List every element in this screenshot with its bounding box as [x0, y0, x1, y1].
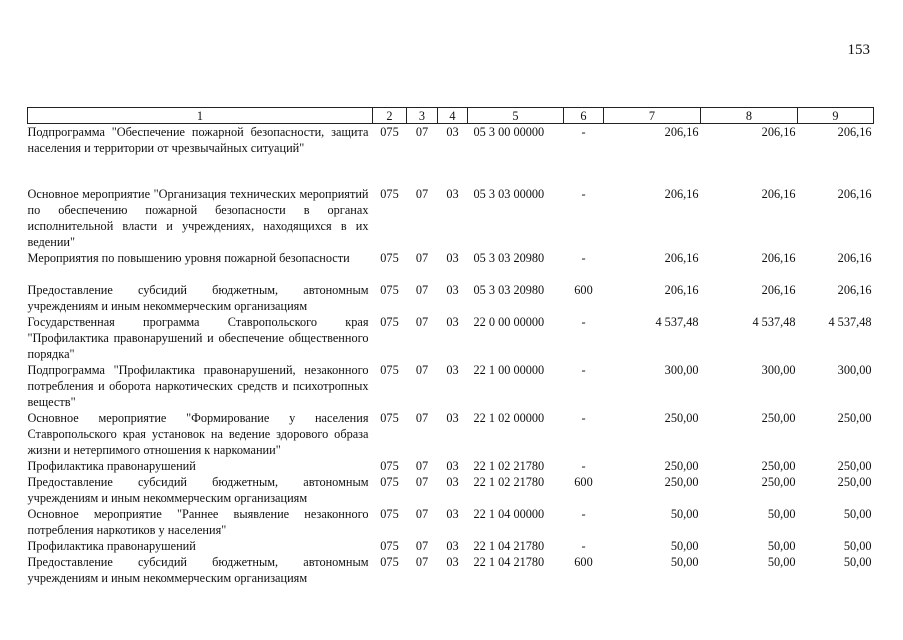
row-amount-year3: 250,00: [837, 459, 872, 473]
row-amount-year3: 50,00: [843, 507, 872, 521]
row-target-article-code: 22 1 02 21780: [473, 475, 545, 489]
row-section-code: 07: [415, 363, 429, 377]
row-amount-year1: 50,00: [670, 507, 699, 521]
row-target-article-code: 22 1 02 00000: [473, 411, 545, 425]
row-amount-year2: 4 537,48: [752, 315, 796, 329]
row-amount-year2: 206,16: [761, 125, 796, 139]
row-expense-type-code: 600: [574, 283, 593, 297]
row-grbs-code: 075: [380, 283, 399, 297]
row-amount-year2: 300,00: [761, 363, 796, 377]
row-section-code: 07: [415, 283, 429, 297]
row-amount-year2: 50,00: [767, 539, 796, 553]
row-subsection-code: 03: [446, 315, 459, 329]
table-body: [28, 124, 874, 587]
row-amount-year3: 50,00: [843, 539, 872, 553]
row-subsection-code: 03: [446, 475, 459, 489]
budget-table: [27, 107, 874, 586]
header-cell: 7: [604, 108, 701, 124]
row-amount-year1: 50,00: [670, 555, 699, 569]
table-row: [28, 410, 874, 458]
row-amount-year1: 206,16: [664, 251, 699, 265]
header-cell: 6: [564, 108, 604, 124]
row-subsection-code: 03: [446, 125, 459, 139]
row-section-code: 07: [415, 475, 429, 489]
row-section-code: 07: [415, 459, 429, 473]
row-name: Государственная программа Ставропольского края "Профилактика правонарушений и обеспечение общественного порядка": [27, 315, 369, 361]
table-row: [28, 124, 874, 187]
row-amount-year1: 250,00: [664, 459, 699, 473]
header-cell: 3: [407, 108, 438, 124]
row-target-article-code: 22 1 04 00000: [473, 507, 545, 521]
header-cell: 1: [28, 108, 373, 124]
row-section-code: 07: [415, 251, 429, 265]
row-subsection-code: 03: [446, 507, 459, 521]
row-section-code: 07: [415, 315, 429, 329]
row-expense-type-code: -: [581, 459, 586, 473]
row-amount-year2: 206,16: [761, 283, 796, 297]
row-name: Мероприятия по повышению уровня пожарной безопасности: [27, 251, 350, 265]
row-expense-type-code: 600: [574, 475, 593, 489]
row-subsection-code: 03: [446, 555, 459, 569]
row-section-code: 07: [415, 411, 429, 425]
row-subsection-code: 03: [446, 283, 459, 297]
row-grbs-code: 075: [380, 125, 399, 139]
table-row: [28, 186, 874, 250]
row-amount-year3: 206,16: [837, 251, 872, 265]
row-expense-type-code: -: [581, 315, 586, 329]
row-expense-type-code: -: [581, 411, 586, 425]
row-amount-year2: 250,00: [761, 475, 796, 489]
row-amount-year2: 206,16: [761, 187, 796, 201]
row-subsection-code: 03: [446, 187, 459, 201]
row-amount-year1: 206,16: [664, 283, 699, 297]
table-row: [28, 506, 874, 538]
row-amount-year1: 206,16: [664, 125, 699, 139]
row-subsection-code: 03: [446, 363, 459, 377]
row-grbs-code: 075: [380, 475, 399, 489]
row-grbs-code: 075: [380, 187, 399, 201]
row-amount-year3: 250,00: [837, 411, 872, 425]
row-grbs-code: 075: [380, 459, 399, 473]
row-amount-year3: 206,16: [837, 283, 872, 297]
row-subsection-code: 03: [446, 459, 459, 473]
row-section-code: 07: [415, 539, 429, 553]
row-target-article-code: 05 3 03 20980: [473, 251, 545, 265]
row-section-code: 07: [415, 187, 429, 201]
row-expense-type-code: -: [581, 251, 586, 265]
row-target-article-code: 05 3 00 00000: [473, 125, 545, 139]
row-name: Подпрограмма "Профилактика правонарушений, незаконного потребления и оборота наркотических средств и психотропных веществ": [27, 363, 369, 409]
table-row: [28, 458, 874, 474]
row-amount-year1: 4 537,48: [655, 315, 699, 329]
header-cell: 4: [438, 108, 468, 124]
row-target-article-code: 22 1 04 21780: [473, 555, 545, 569]
row-name: Предоставление субсидий бюджетным, автономным учреждениям и иным некоммерческим организациям: [27, 555, 369, 585]
row-target-article-code: 05 3 03 00000: [473, 187, 545, 201]
row-name: Основное мероприятие "Организация технических мероприятий по обеспечению пожарной безопасности в органах исполнительной власти и учреждениях, находящихся в их ведении": [27, 187, 369, 249]
row-expense-type-code: 600: [574, 555, 593, 569]
row-amount-year2: 50,00: [767, 555, 796, 569]
row-grbs-code: 075: [380, 539, 399, 553]
row-subsection-code: 03: [446, 539, 459, 553]
row-amount-year2: 250,00: [761, 459, 796, 473]
table-row: [28, 554, 874, 586]
row-grbs-code: 075: [380, 555, 399, 569]
page-number: 153: [847, 42, 870, 58]
table-row: [28, 314, 874, 362]
header-cell: 9: [798, 108, 874, 124]
row-amount-year1: 300,00: [664, 363, 699, 377]
row-amount-year1: 250,00: [664, 475, 699, 489]
row-target-article-code: 22 1 00 00000: [473, 363, 545, 377]
row-grbs-code: 075: [380, 363, 399, 377]
row-amount-year1: 206,16: [664, 187, 699, 201]
row-amount-year1: 250,00: [664, 411, 699, 425]
row-amount-year1: 50,00: [670, 539, 699, 553]
table-row: [28, 250, 874, 282]
row-subsection-code: 03: [446, 251, 459, 265]
row-amount-year2: 250,00: [761, 411, 796, 425]
row-expense-type-code: -: [581, 187, 586, 201]
row-name: Профилактика правонарушений: [27, 539, 196, 553]
table-row: [28, 474, 874, 506]
row-name: Профилактика правонарушений: [27, 459, 196, 473]
row-amount-year2: 50,00: [767, 507, 796, 521]
row-target-article-code: 22 0 00 00000: [473, 315, 545, 329]
header-cell: 8: [701, 108, 798, 124]
row-amount-year3: 50,00: [843, 555, 872, 569]
row-name: Подпрограмма "Обеспечение пожарной безопасности, защита населения и территории от чрезвычайных ситуаций": [27, 125, 369, 155]
row-section-code: 07: [415, 125, 429, 139]
header-cell: 2: [373, 108, 407, 124]
row-expense-type-code: -: [581, 539, 586, 553]
row-amount-year3: 206,16: [837, 187, 872, 201]
row-name: Основное мероприятие "Формирование у населения Ставропольского края установок на ведение здорового образа жизни и нетерпимого отношения к наркомании": [27, 411, 369, 457]
row-amount-year3: 4 537,48: [828, 315, 872, 329]
row-section-code: 07: [415, 507, 429, 521]
row-grbs-code: 075: [380, 411, 399, 425]
row-target-article-code: 05 3 03 20980: [473, 283, 545, 297]
row-name: Предоставление субсидий бюджетным, автономным учреждениям и иным некоммерческим организациям: [27, 283, 369, 313]
row-expense-type-code: -: [581, 507, 586, 521]
row-grbs-code: 075: [380, 315, 399, 329]
table-row: [28, 538, 874, 554]
row-expense-type-code: -: [581, 363, 586, 377]
row-target-article-code: 22 1 02 21780: [473, 459, 545, 473]
header-cell: 5: [468, 108, 564, 124]
row-amount-year3: 300,00: [837, 363, 872, 377]
row-amount-year3: 206,16: [837, 125, 872, 139]
row-amount-year3: 250,00: [837, 475, 872, 489]
row-target-article-code: 22 1 04 21780: [473, 539, 545, 553]
row-subsection-code: 03: [446, 411, 459, 425]
row-grbs-code: 075: [380, 507, 399, 521]
row-amount-year2: 206,16: [761, 251, 796, 265]
table-header-row: [28, 108, 874, 124]
row-expense-type-code: -: [581, 125, 586, 139]
row-section-code: 07: [415, 555, 429, 569]
row-name: Основное мероприятие "Раннее выявление незаконного потребления наркотиков у населения": [27, 507, 369, 537]
row-name: Предоставление субсидий бюджетным, автономным учреждениям и иным некоммерческим организациям: [27, 475, 369, 505]
table-row: [28, 362, 874, 410]
table-row: [28, 282, 874, 314]
row-grbs-code: 075: [380, 251, 399, 265]
